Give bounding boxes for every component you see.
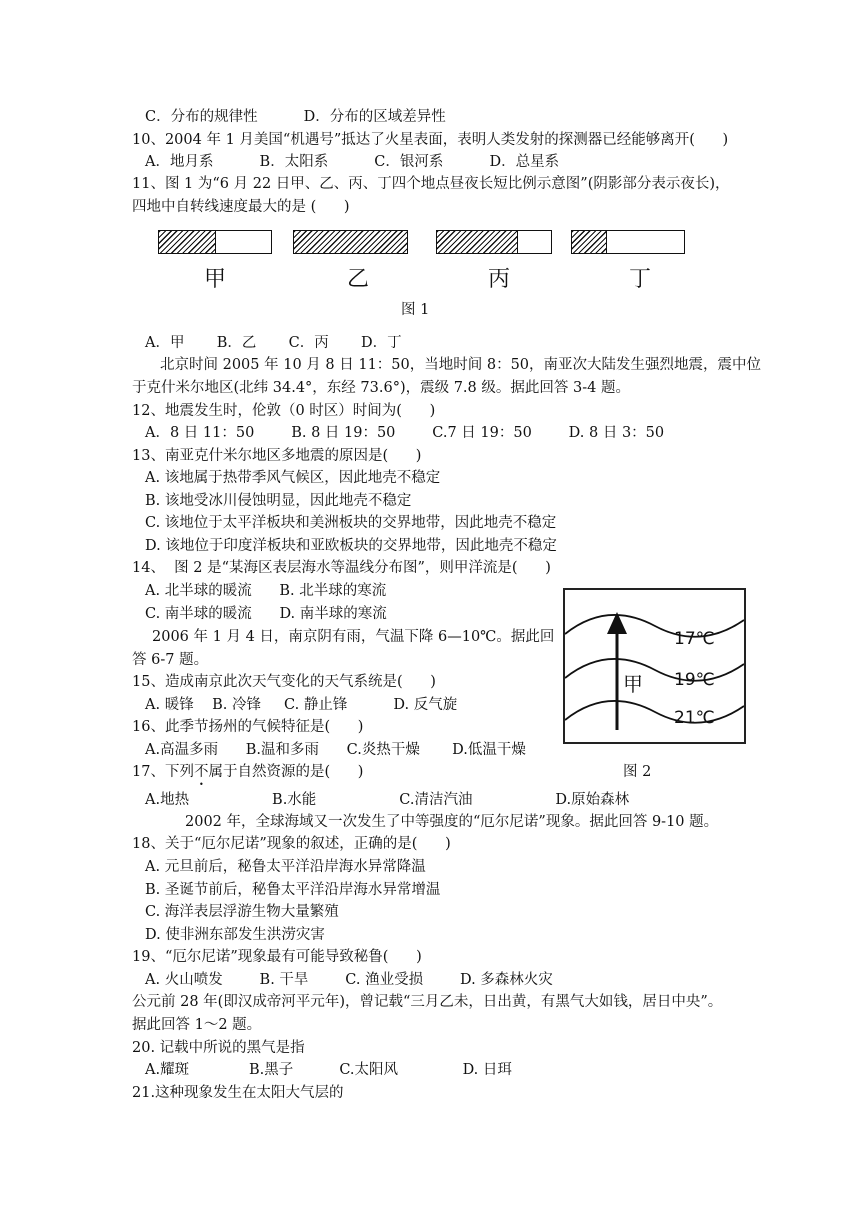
q14-options-ab: A. 北半球的暖流 B. 北半球的寒流 (145, 583, 387, 599)
q13-option-c: C. 该地位于太平洋板块和美洲板块的交界地带，因此地壳不稳定 (145, 515, 557, 531)
passage-sunspot-2: 据此回答 1～2 题。 (132, 1017, 262, 1033)
q17-stem-end: 自然资源的是( ) (237, 764, 364, 780)
q16-options: A.高温多雨 B.温和多雨 C.炎热干燥 D.低温干燥 (145, 742, 526, 758)
isotherm-diagram (565, 590, 744, 742)
q19-stem: 19、“厄尔尼诺”现象最有可能导致秘鲁( ) (132, 949, 422, 965)
q13-option-d: D. 该地位于印度洋板块和亚欧板块的交界地带，因此地壳不稳定 (145, 538, 557, 554)
q12-stem: 12、地震发生时，伦敦（0 时区）时间为( ) (132, 403, 436, 419)
isotherm-line-19 (565, 659, 744, 681)
q20-stem: 20. 记载中所说的黑气是指 (132, 1040, 305, 1056)
isotherm-label-17: 17℃ (674, 629, 715, 649)
q20-options: A.耀斑 B.黑子 C.太阳风 D. 日珥 (145, 1062, 512, 1078)
current-label: 甲 (623, 672, 643, 696)
q19-options: A. 火山喷发 B. 干旱 C. 渔业受损 D. 多森林火灾 (145, 972, 553, 988)
q17-options: A.地热 B.水能 C.清洁汽油 D.原始森林 (145, 792, 630, 808)
q13-stem: 13、南亚克什米尔地区多地震的原因是( ) (132, 448, 422, 464)
q18-option-b: B. 圣诞节前后，秘鲁太平洋沿岸海水异常增温 (145, 882, 441, 898)
q16-stem: 16、此季节扬州的气候特征是( ) (132, 719, 364, 735)
bar-label-jia: 甲 (204, 267, 227, 292)
bar-label-bing: 丙 (488, 267, 511, 292)
isotherm-label-19: 19℃ (674, 670, 715, 690)
q17-stem-start: 17、下列 (132, 764, 194, 780)
passage-el-nino: 2002 年，全球海域又一次发生了中等强度的“厄尔尼诺”现象。据此回答 9-10 题。 (185, 814, 719, 830)
q15-options: A. 暖锋 B. 冷锋 C. 静止锋 D. 反气旋 (145, 697, 458, 713)
figure-1-caption: 图 1 (401, 302, 430, 318)
isotherm-line-21 (565, 701, 744, 723)
figure-2-isotherm-map (563, 588, 746, 744)
q10-options: A．地月系 B．太阳系 C．银河系 D．总星系 (145, 154, 560, 170)
bar-bing (436, 230, 552, 254)
passage-earthquake-1: 北京时间 2005 年 10 月 8 日 11：50，当地时间 8：50，南亚次大陆发生强烈地震，震中位 (160, 357, 762, 373)
passage-earthquake-2: 于克什米尔地区(北纬 34.4°，东经 73.6°)，震级 7.8 级。据此回答 3-4 题。 (132, 380, 630, 396)
isotherm-line-17 (565, 615, 744, 637)
q18-option-d: D. 使非洲东部发生洪涝灾害 (145, 927, 325, 943)
figure-1-day-night-bars (150, 222, 690, 292)
q14-options-cd: C. 南半球的暖流 D. 南半球的寒流 (145, 606, 387, 622)
q13-option-b: B. 该地受冰川侵蚀明显，因此地壳不稳定 (145, 493, 412, 509)
bar-yi (293, 230, 408, 254)
q13-option-a: A. 该地属于热带季风气候区，因此地壳不稳定 (145, 470, 441, 486)
q15-stem: 15、造成南京此次天气变化的天气系统是( ) (132, 674, 436, 690)
q11-options: A．甲 B．乙 C．丙 D．丁 (145, 335, 402, 351)
bar-ding (571, 230, 685, 254)
q12-options: A．8 日 11：50 B. 8 日 19：50 C.7 日 19：50 D. 8 日 3：50 (145, 425, 665, 441)
isotherm-label-21: 21℃ (674, 708, 715, 728)
q11-stem-1: 11、图 1 为“6 月 22 日甲、乙、丙、丁四个地点昼夜长短比例示意图”(阴影部分表示夜长)， (132, 176, 730, 192)
q18-option-c: C. 海洋表层浮游生物大量繁殖 (145, 904, 339, 920)
q18-stem: 18、关于“厄尔尼诺”现象的叙述，正确的是( ) (132, 836, 451, 852)
figure-2-caption: 图 2 (623, 764, 652, 780)
q21-stem: 21.这种现象发生在太阳大气层的 (132, 1085, 344, 1101)
passage-sunspot-1: 公元前 28 年(即汉成帝河平元年)，曾记载“三月乙未，日出黄，有黑气大如钱，居日中央”。 (132, 994, 723, 1010)
bar-label-ding: 丁 (629, 267, 652, 292)
q11-stem-2: 四地中自转线速度最大的是 ( ) (132, 199, 350, 215)
passage-nanjing-2: 答 6-7 题。 (132, 652, 209, 668)
passage-nanjing-1: 2006 年 1 月 4 日，南京阴有雨，气温下降 6—10℃。据此回 (152, 629, 555, 645)
q14-stem: 14、 图 2 是“某海区表层海水等温线分布图”，则甲洋流是( ) (132, 560, 551, 576)
q10-stem: 10、2004 年 1 月美国“机遇号”抵达了火星表面，表明人类发射的探测器已经能够离开( ) (132, 132, 729, 148)
bar-jia (158, 230, 272, 254)
bar-label-yi: 乙 (347, 267, 370, 292)
q17-stem (132, 762, 363, 782)
q17-emphasis: 不属于 (193, 764, 238, 780)
q9-options-cd: C．分布的规律性 D．分布的区域差异性 (145, 109, 446, 125)
q18-option-a: A. 元旦前后，秘鲁太平洋沿岸海水异常降温 (145, 859, 426, 875)
